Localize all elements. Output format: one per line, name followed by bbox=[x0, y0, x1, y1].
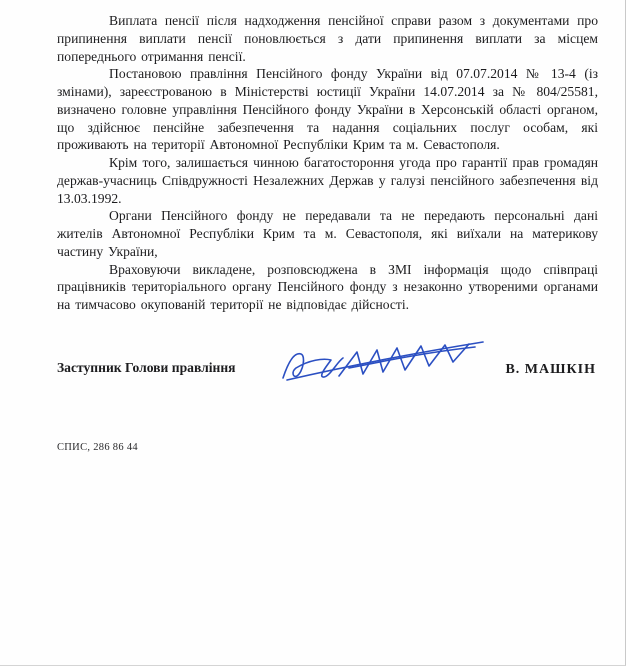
signature-block bbox=[57, 344, 598, 390]
paragraph-resolution-13-4: Постановою правління Пенсійного фонду України від 07.07.2014 № 13-4 (із змінами), зареєстрованою в Міністерстві юстиції України 14.07.2014 за № 804/25581, визначено головне управління Пенсійного фонду України в Херсонській області органом, що здійснює пенсійне забезпечення та надання соціальних послуг особам, які проживають на території Автономної Республіки Крим та м. Севастополя. bbox=[57, 66, 598, 153]
signatory-title: Заступник Голови правління bbox=[57, 359, 236, 375]
paragraph-personal-data: Органи Пенсійного фонду не передавали та не передають персональні дані жителів Автономної Республіки Крим та м. Севастополя, які виїхали на материкову частину України, bbox=[57, 208, 598, 259]
signatory-name: В. МАШКІН bbox=[505, 361, 596, 377]
handwritten-signature bbox=[279, 338, 489, 388]
paragraph-media-claims: Враховуючи викладене, розповсюджена в ЗМІ інформація щодо співпраці працівників територіального органу Пенсійного фонду з незаконно утвореними органами на тимчасово окупованій території не відповідає дійсності. bbox=[57, 261, 598, 312]
reference-note: СПИС, 286 86 44 bbox=[57, 441, 138, 453]
paragraph-pension-resumption: Виплата пенсії після надходження пенсійної справи разом з документами про припинення виплати пенсії поновлюється з дати припинення виплати за місцем попереднього отримання пенсії. bbox=[57, 13, 598, 64]
document-body bbox=[0, 0, 625, 314]
paragraph-cis-agreement: Крім того, залишається чинною багатостороння угода про гарантії прав громадян держав-учасниць Співдружності Незалежних Держав у галузі пенсійного забезпечення від 13.03.1992. bbox=[57, 155, 598, 206]
